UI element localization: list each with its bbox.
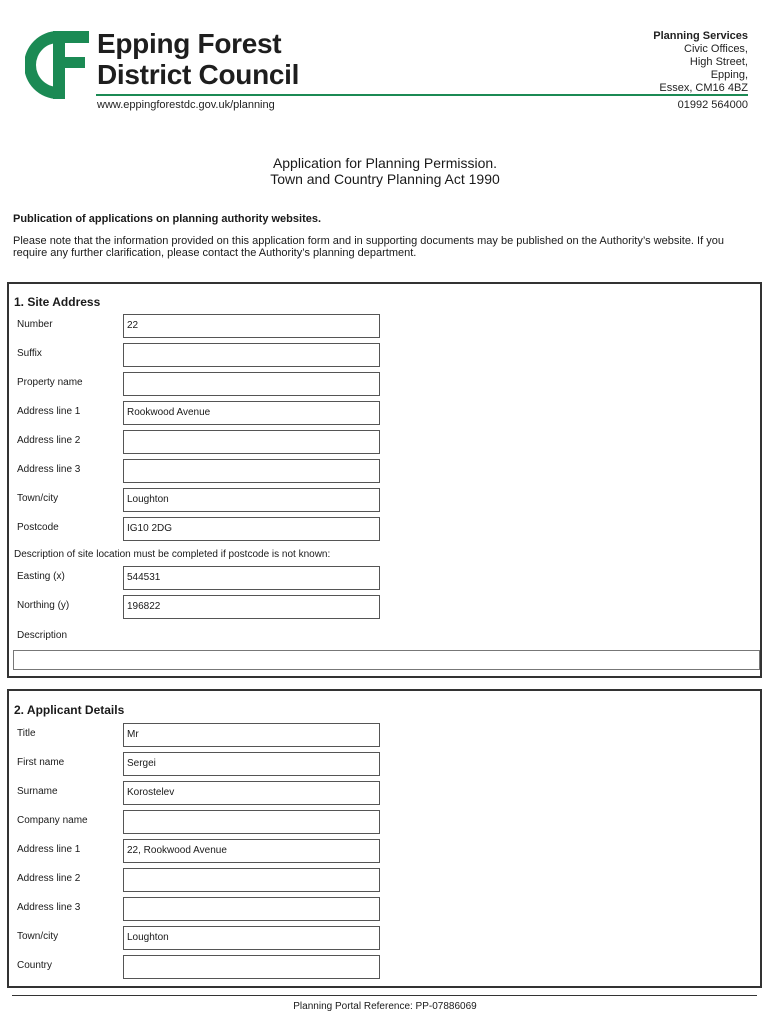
phone-number: 01992 564000 — [677, 99, 748, 111]
form-row — [9, 459, 760, 483]
address-line4: Essex, CM16 4BZ — [659, 82, 748, 94]
header-divider — [96, 94, 748, 96]
form-row — [9, 810, 760, 834]
field-label: First name — [17, 757, 65, 768]
site-address-section — [7, 282, 762, 678]
postcode-input[interactable]: IG10 2DG — [123, 517, 380, 541]
field-label: Suffix — [17, 348, 42, 359]
field-label: Company name — [17, 815, 88, 826]
applicant-address-line1-input[interactable]: 22, Rookwood Avenue — [123, 839, 380, 863]
suffix-input[interactable] — [123, 343, 380, 367]
property-name-input[interactable] — [123, 372, 380, 396]
address-line3: Epping, — [710, 69, 748, 81]
field-label: Address line 3 — [17, 464, 81, 475]
council-name-line2: District Council — [97, 59, 300, 90]
form-row — [9, 723, 760, 747]
field-label: Address line 1 — [17, 406, 81, 417]
form-row — [9, 839, 760, 863]
section-heading: 2. Applicant Details — [14, 703, 125, 717]
title-line2: Town and Country Planning Act 1990 — [270, 171, 500, 187]
council-name — [97, 28, 299, 90]
field-label: Surname — [17, 786, 58, 797]
form-row — [9, 752, 760, 776]
publication-heading: Publication of applications on planning authority websites. — [13, 213, 322, 225]
field-label: Number — [17, 319, 53, 330]
field-label: Title — [17, 728, 36, 739]
form-row — [9, 566, 760, 590]
document-title — [0, 155, 770, 187]
form-row — [9, 781, 760, 805]
address-line1-input[interactable]: Rookwood Avenue — [123, 401, 380, 425]
applicant-address-line3-input[interactable] — [123, 897, 380, 921]
description-input[interactable] — [13, 650, 760, 670]
applicant-details-section — [7, 689, 762, 988]
country-input[interactable] — [123, 955, 380, 979]
form-row — [9, 595, 760, 619]
company-name-input[interactable] — [123, 810, 380, 834]
form-row — [9, 401, 760, 425]
form-row — [9, 868, 760, 892]
title-line1: Application for Planning Permission. — [272, 155, 498, 171]
address-line2-input[interactable] — [123, 430, 380, 454]
field-label: Address line 2 — [17, 435, 81, 446]
applicant-town-city-input[interactable]: Loughton — [123, 926, 380, 950]
field-label: Town/city — [17, 931, 59, 942]
council-logo-icon — [25, 27, 91, 103]
address-line2: High Street, — [689, 56, 748, 68]
form-row — [9, 897, 760, 921]
form-row — [9, 430, 760, 454]
form-row — [9, 955, 760, 979]
description-label: Description — [17, 630, 68, 641]
field-label: Country — [17, 960, 53, 971]
address-line1: Civic Offices, — [684, 43, 748, 55]
council-name-line1: Epping Forest — [97, 28, 282, 59]
applicant-address-line2-input[interactable] — [123, 868, 380, 892]
form-row — [9, 517, 760, 541]
field-label: Easting (x) — [17, 571, 65, 582]
publication-text: Please note that the information provided on this application form and in supporting documents may be published on the Authority’s website. If you require any further clarification, please contact the Authority’s planning department. — [13, 235, 724, 259]
field-label: Town/city — [17, 493, 59, 504]
field-label: Address line 1 — [17, 844, 81, 855]
form-row — [9, 488, 760, 512]
surname-input[interactable]: Korostelev — [123, 781, 380, 805]
first-name-input[interactable]: Sergei — [123, 752, 380, 776]
website-link[interactable]: www.eppingforestdc.gov.uk/planning — [97, 99, 275, 111]
footer-divider — [12, 995, 757, 996]
section-heading: 1. Site Address — [14, 295, 101, 309]
title-input[interactable]: Mr — [123, 723, 380, 747]
field-label: Address line 3 — [17, 902, 81, 913]
field-label: Postcode — [17, 522, 59, 533]
form-row — [9, 343, 760, 367]
number-input[interactable]: 22 — [123, 314, 380, 338]
northing-input[interactable]: 196822 — [123, 595, 380, 619]
location-note: Description of site location must be completed if postcode is not known: — [14, 549, 331, 560]
form-row — [9, 372, 760, 396]
address-department: Planning Services — [653, 30, 748, 42]
address-line3-input[interactable] — [123, 459, 380, 483]
form-row — [9, 314, 760, 338]
town-city-input[interactable]: Loughton — [123, 488, 380, 512]
easting-input[interactable]: 544531 — [123, 566, 380, 590]
field-label: Property name — [17, 377, 83, 388]
council-address — [653, 30, 748, 95]
portal-reference: Planning Portal Reference: PP-07886069 — [293, 1001, 477, 1012]
form-row — [9, 926, 760, 950]
field-label: Address line 2 — [17, 873, 81, 884]
field-label: Northing (y) — [17, 600, 70, 611]
